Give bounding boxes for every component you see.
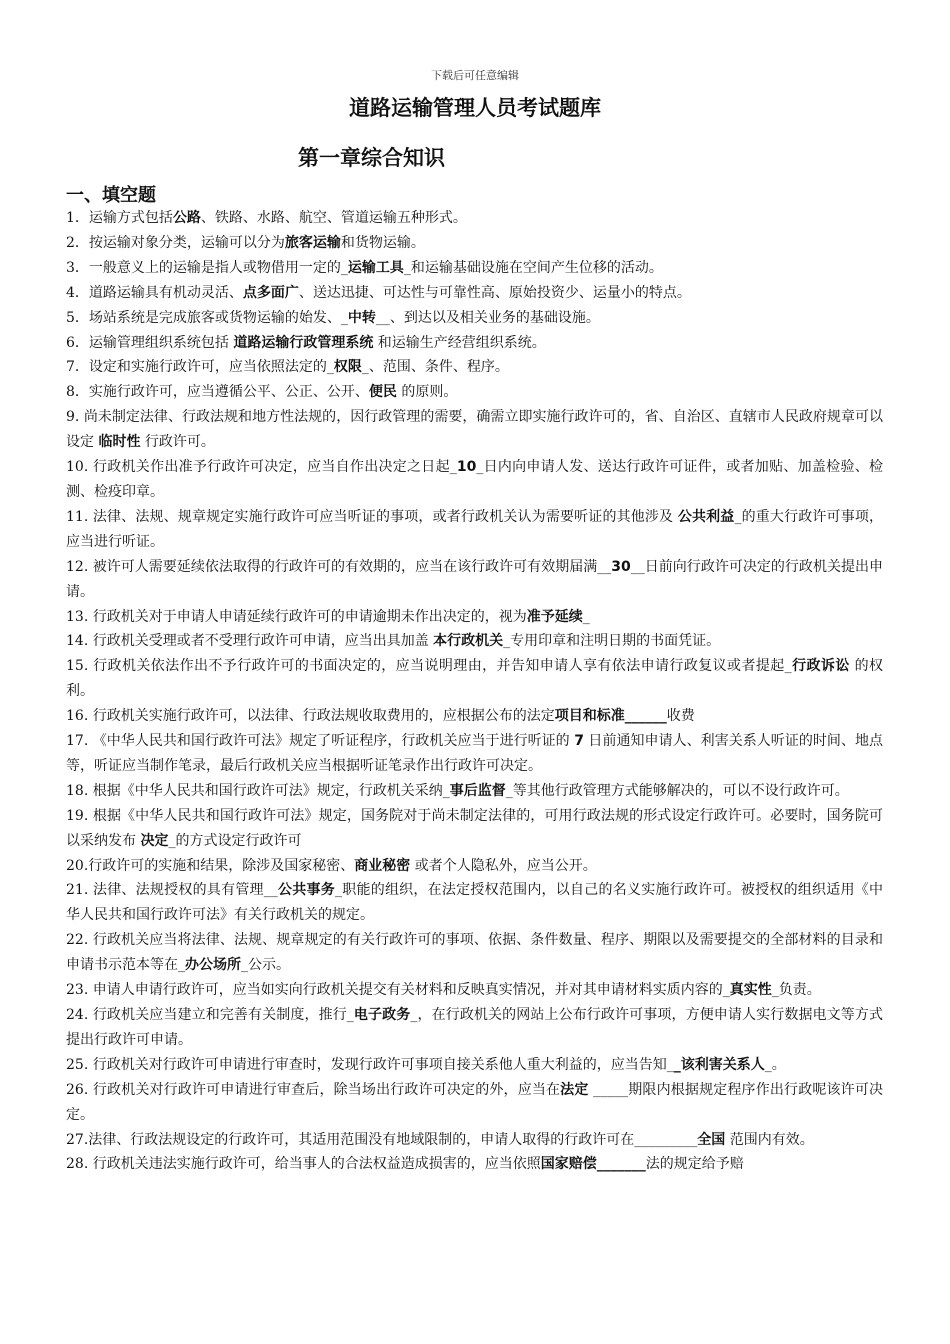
question-item <box>66 231 883 256</box>
question-text: 9. 尚未制定法律、行政法规和地方性法规的，因行政管理的需要，确需立即实施行政许可的，省、自治区、直辖市人民政府规章可以设定 <box>66 409 883 451</box>
question-item <box>66 729 883 779</box>
answer-text: 中转 <box>347 309 376 326</box>
question-text: 11. 法律、法规、规章规定实施行政许可应当听证的事项，或者行政机关认为需要听证的其他涉及 <box>66 508 678 525</box>
question-item <box>66 1053 883 1078</box>
answer-text: _该利害关系人 <box>673 1056 765 1073</box>
question-text: _负责。 <box>771 982 821 999</box>
question-text: _、范围、条件、程序。 <box>361 359 509 376</box>
answer-text: 10 <box>456 459 477 476</box>
question-item <box>66 505 883 555</box>
question-item <box>66 281 883 306</box>
question-item <box>66 355 883 380</box>
question-text: 和运输生产经营组织系统。 <box>373 334 546 351</box>
question-item <box>66 1078 883 1128</box>
answer-text: 事后监督 <box>449 782 506 799</box>
answer-text: 国家赔偿_______ <box>540 1156 646 1173</box>
question-text: 21. 法律、法规授权的具有管理__ <box>66 882 278 899</box>
answer-text: 电子政务 <box>353 1007 411 1023</box>
answer-text: 点多面广 <box>242 284 299 301</box>
chapter-title: 第一章综合知识 <box>298 146 445 170</box>
question-text: 收费 <box>666 708 695 725</box>
question-text: _____期限内根据规定程序作出行政呢该许可决定。 <box>66 1081 883 1123</box>
question-text: _专用印章和注明日期的书面凭证。 <box>503 633 721 650</box>
question-text: 、送达迅捷、可达性与可靠性高、原始投资少、运量小的特点。 <box>298 284 691 301</box>
answer-text: 临时性 <box>98 434 141 451</box>
question-text: _的方式设定行政许可 <box>168 832 302 849</box>
question-text: 20.行政许可的实施和结果，除涉及国家秘密、 <box>66 857 355 874</box>
question-text: 3．一般意义上的运输是指人或物借用一定的_ <box>66 259 348 276</box>
question-text: 5．场站系统是完成旅客或货物运输的始发、_ <box>66 309 348 326</box>
question-item <box>66 854 883 879</box>
answer-text: 便民 <box>368 384 397 401</box>
question-text: 、铁路、水路、航空、管道运输五种形式。 <box>200 210 467 226</box>
question-text: 1．运输方式包括 <box>66 210 173 226</box>
question-text: 2．按运输对象分类，运输可以分为 <box>66 234 285 251</box>
question-item <box>66 1152 883 1177</box>
document-title: 道路运输管理人员考试题库 <box>349 96 601 120</box>
question-text: 10. 行政机关作出准予行政许可决定，应当自作出决定之日起_ <box>66 459 457 476</box>
header-note: 下载后可任意编辑 <box>431 69 519 82</box>
question-item <box>66 1128 883 1153</box>
question-text: 26. 行政机关对行政许可申请进行审查后，除当场出行政许可决定的外，应当在 <box>66 1081 561 1098</box>
answer-text: 法定 <box>560 1081 589 1098</box>
question-item <box>66 654 883 704</box>
question-list <box>66 206 883 1177</box>
answer-text: 7 <box>574 733 584 750</box>
question-item <box>66 629 883 654</box>
question-text: _和运输基础设施在空间产生位移的活动。 <box>403 259 663 276</box>
question-text: 日前通知申请人、利害关系人听证的时间、地点等，听证应当制作笔录，最后行政机关应当根据听证笔录作出行政许可决定。 <box>66 733 884 774</box>
question-text: 范围内有效。 <box>725 1131 814 1148</box>
answer-text: 决定 <box>140 832 169 849</box>
question-text: 6．运输管理组织系统包括 <box>66 334 234 351</box>
question-item <box>66 555 883 605</box>
question-text: 行政许可。 <box>140 434 215 451</box>
question-text: 15. 行政机关依法作出不予行政许可的书面决定的，应当说明理由，并告知申请人享有依法申请行政复议或者提起_ <box>66 658 792 675</box>
answer-text: 运输工具 <box>347 259 404 276</box>
question-text: _公示。 <box>241 957 290 974</box>
question-text: 17. 《中华人民共和国行政许可法》规定了听证程序，行政机关应当于进行听证的 <box>66 733 575 750</box>
question-text: 25. 行政机关对行政许可申请进行审查时，发现行政许可事项自接关系他人重大利益的，应当告知_ <box>66 1056 674 1073</box>
question-text: _，在行政机关的网站上公布行政许可事项，方便申请人实行数据电文等方式提出行政许可申请。 <box>66 1007 884 1048</box>
question-text: _的重大行政许可事项，应当进行听证。 <box>66 508 884 550</box>
question-text: __日前向行政许可决定的行政机关提出申请。 <box>66 558 883 600</box>
question-item <box>66 405 883 455</box>
question-text: _。 <box>764 1056 786 1073</box>
answer-text: 商业秘密 <box>354 857 411 874</box>
answer-text: 真实性 <box>729 982 772 999</box>
question-text: 和货物运输。 <box>340 234 425 251</box>
question-text: 12. 被许可人需要延续依法取得的行政许可的有效期的，应当在该行政许可有效期届满__ <box>66 558 612 575</box>
question-text: 7．设定和实施行政许可，应当依照法定的_ <box>66 359 334 376</box>
answer-text: 公共利益 <box>677 508 735 525</box>
answer-text: 30 <box>611 558 631 575</box>
question-text: _日内向申请人发、送达行政许可证件，或者加贴、加盖检验、检测、检疫印章。 <box>66 459 883 500</box>
section-title: 一、填空题 <box>66 185 156 206</box>
question-item <box>66 779 883 804</box>
question-item <box>66 704 883 729</box>
answer-text: 准予延续 <box>526 608 583 625</box>
question-item <box>66 206 883 231</box>
question-text: 19. 根据《中华人民共和国行政许可法》规定，国务院对于尚未制定法律的，可用行政法规的形式设定行政许可。必要时，国务院可以采纳发布 <box>66 807 883 849</box>
question-text: 24. 行政机关应当建立和完善有关制度，推行_ <box>66 1007 354 1023</box>
question-item <box>66 380 883 405</box>
question-text: 16. 行政机关实施行政许可，以法律、行政法规收取费用的，应根据公布的法定 <box>66 708 555 725</box>
question-text: 法的规定给予赔 <box>645 1156 744 1173</box>
question-text: 8．实施行政许可，应当遵循公平、公正、公开、 <box>66 384 369 401</box>
question-text: _ <box>582 608 590 625</box>
question-text: _职能的组织，在法定授权范围内，以自己的名义实施行政许可。被授权的组织适用《中华人民共和国行政许可法》有关行政机关的规定。 <box>66 882 884 924</box>
question-item <box>66 256 883 281</box>
question-text: 的原则。 <box>396 384 458 401</box>
answer-text: 本行政机关 <box>433 633 504 650</box>
question-text: 27.法律、行政法规设定的行政许可，其适用范围没有地域限制的，申请人取得的行政许可在_________ <box>66 1131 698 1148</box>
answer-text: 项目和标准______ <box>554 708 667 725</box>
question-text: 的权利。 <box>66 658 884 700</box>
question-item <box>66 978 883 1003</box>
question-item <box>66 455 883 505</box>
question-text: 18. 根据《中华人民共和国行政许可法》规定，行政机关采纳_ <box>66 782 450 799</box>
question-text: 23. 申请人申请行政许可，应当如实向行政机关提交有关材料和反映真实情况，并对其申请材料实质内容的_ <box>66 982 730 999</box>
question-text: 或者个人隐私外，应当公开。 <box>410 857 597 874</box>
question-text: 13. 行政机关对于申请人申请延续行政许可的申请逾期未作出决定的，视为 <box>66 608 527 625</box>
question-item <box>66 605 883 630</box>
answer-text: 行政诉讼 <box>791 658 850 675</box>
question-item <box>66 878 883 928</box>
question-text: __、到达以及相关业务的基础设施。 <box>375 309 600 326</box>
question-text: 14. 行政机关受理或者不受理行政许可申请，应当出具加盖 <box>66 633 434 650</box>
question-item <box>66 928 883 978</box>
question-item <box>66 804 883 854</box>
answer-text: 公路 <box>172 210 201 226</box>
question-text: _等其他行政管理方式能够解决的，可以不设行政许可。 <box>505 782 849 799</box>
answer-text: 办公场所 <box>185 957 241 974</box>
answer-text: 全国 <box>697 1131 726 1148</box>
question-item <box>66 331 883 356</box>
question-text: 4．道路运输具有机动灵活、 <box>66 284 243 301</box>
answer-text: 权限 <box>333 359 362 376</box>
question-item <box>66 306 883 331</box>
answer-text: 道路运输行政管理系统 <box>233 334 374 351</box>
answer-text: 公共事务 <box>277 882 335 899</box>
question-text: 28. 行政机关违法实施行政许可，给当事人的合法权益造成损害的，应当依照 <box>66 1156 541 1173</box>
question-item <box>66 1003 883 1053</box>
question-text: 22. 行政机关应当将法律、法规、规章规定的有关行政许可的事项、依据、条件数量、程序、期限以及需要提交的全部材料的目录和申请书示范本等在_ <box>66 932 883 974</box>
answer-text: 旅客运输 <box>284 234 341 251</box>
